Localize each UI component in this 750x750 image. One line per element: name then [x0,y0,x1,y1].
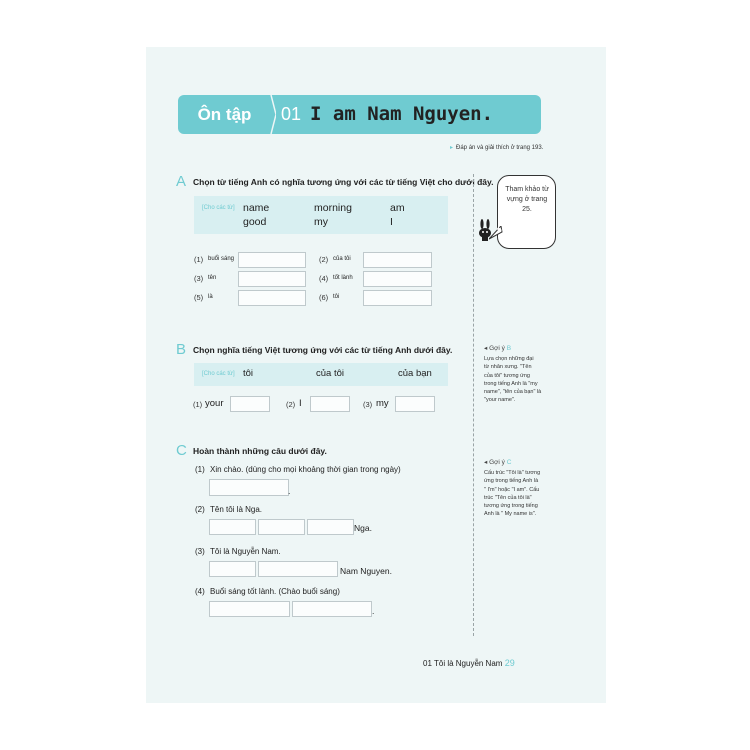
sidebar-divider [473,174,474,636]
sentence-ending: . [288,486,291,496]
triangle-icon: ▸ [450,145,454,151]
answer-box-b3[interactable] [395,396,435,412]
question-word: I [299,398,302,409]
answer-box-c3-1[interactable] [209,561,256,577]
answer-box-c4-2[interactable] [292,601,375,617]
section-a-vocab-label: [Cho các từ] [202,205,235,211]
question-text: tên [208,275,217,281]
section-a-letter: A [176,173,187,190]
rabbit-mascot-icon [477,219,493,243]
vocab-word: name [243,202,270,214]
arrow-left-icon: ◂ [484,459,490,466]
answer-box-a2[interactable] [363,252,432,268]
section-c-letter: C [176,442,187,459]
question-number: (1) [193,400,203,409]
question-text: buổi sáng [208,256,235,262]
answer-box-a4[interactable] [363,271,432,287]
sentence-prompt: Tôi là Nguyễn Nam. [210,547,281,556]
sentence-number: (2) [195,505,205,514]
hint-b-heading: ◂ Gợi ý B [484,345,512,352]
bubble-text: Tham khảo từ vựng ở trang 25. [505,186,549,213]
section-b-instruction: Chọn nghĩa tiếng Việt tương ứng với các từ tiếng Anh dưới đây. [193,345,453,355]
question-text: tốt lành [333,275,353,281]
answer-box-a6[interactable] [363,290,432,306]
vocab-word: I [390,216,393,228]
sentence-number: (1) [195,465,205,474]
sentence-prompt: Buổi sáng tốt lành. (Chào buổi sáng) [210,587,340,596]
question-number: (2) [286,400,296,409]
answer-box-c1[interactable] [209,479,289,496]
vocab-word: good [243,216,267,228]
answer-box-c2-3[interactable] [307,519,354,535]
sentence-number: (3) [195,547,205,556]
question-word: your [205,398,224,409]
question-number: (4) [319,274,329,283]
question-word: my [376,398,389,409]
question-number: (3) [194,274,204,283]
lesson-title: I am Nam Nguyen. [310,103,494,125]
lesson-number: 01 [281,104,302,124]
answer-note: ▸ Đáp án và giải thích ở trang 193. [450,145,544,151]
answer-box-c3-2[interactable] [258,561,338,577]
question-number: (6) [319,293,329,302]
answer-box-c2-1[interactable] [209,519,256,535]
question-number: (5) [194,293,204,302]
sentence-prompt: Tên tôi là Nga. [210,505,263,514]
sentence-ending: Nga. [354,523,372,533]
vocab-word: của bạn [398,368,432,379]
answer-box-a1[interactable] [238,252,306,268]
answer-box-c4-1[interactable] [209,601,290,617]
question-text: của tôi [333,256,351,262]
page-footer [423,658,515,668]
vocab-word: am [390,202,405,214]
vocab-word: tôi [243,368,254,379]
hint-b-text: Lựa chọn những đại từ nhân xưng. "Tên của tôi" tương ứng trong tiếng Anh là "my name", "tên của bạn" là "your name". [484,356,542,404]
answer-box-b1[interactable] [230,396,270,412]
question-number: (2) [319,255,329,264]
hint-c-text: Cấu trúc "Tôi là" tương ứng trong tiếng Anh là " I'm" hoặc "I am". Cấu trúc "Tên của tôi là" tương ứng trong tiếng Anh là " My name is". [484,470,541,518]
question-text: là [208,294,213,300]
question-text: tôi [333,294,340,300]
vocab-word: morning [314,202,352,214]
hint-c-heading: ◂ Gợi ý C [484,459,512,466]
section-a-instruction: Chọn từ tiếng Anh có nghĩa tương ứng với các từ tiếng Việt cho dưới đây. [193,177,494,187]
arrow-left-icon: ◂ [484,345,490,352]
question-number: (1) [194,255,204,264]
sentence-ending: . [372,606,375,616]
vocab-word: my [314,216,328,228]
answer-box-c2-2[interactable] [258,519,305,535]
answer-box-a5[interactable] [238,290,306,306]
sentence-prompt: Xin chào. (dùng cho mọi khoảng thời gian trong ngày) [210,465,401,474]
answer-box-a3[interactable] [238,271,306,287]
vocab-word: của tôi [316,368,344,379]
answer-box-b2[interactable] [310,396,350,412]
sentence-number: (4) [195,587,205,596]
section-c-instruction: Hoàn thành những câu dưới đây. [193,446,327,456]
question-number: (3) [363,400,373,409]
page-number: 29 [504,658,515,668]
chapter-title: 01 Tôi là Nguyễn Nam [423,659,503,668]
section-b-vocab-label: [Cho các từ] [202,371,235,377]
section-b-letter: B [176,341,187,358]
sentence-ending: Nam Nguyen. [340,566,392,576]
review-label: Ôn tập [197,104,252,124]
